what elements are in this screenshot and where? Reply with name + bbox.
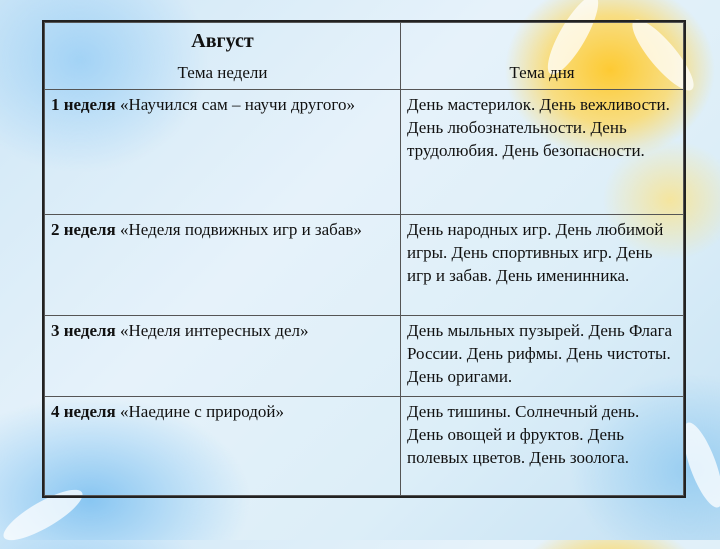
header-cell-week-theme bbox=[45, 23, 401, 90]
schedule-table bbox=[44, 22, 684, 496]
column-header-day-theme: Тема дня bbox=[509, 63, 575, 82]
week-number: 3 неделя bbox=[51, 321, 116, 340]
table-row bbox=[45, 397, 684, 496]
header-cell-day-theme bbox=[401, 23, 684, 90]
table-header-row bbox=[45, 23, 684, 90]
day-themes-cell: День тишины. Солнечный день. День овощей и фруктов. День полевых цветов. День зоолога. bbox=[401, 397, 684, 496]
day-themes-cell: День мыльных пузырей. День Флага России. День рифмы. День чистоты. День оригами. bbox=[401, 316, 684, 397]
week-number: 4 неделя bbox=[51, 402, 116, 421]
table-row bbox=[45, 316, 684, 397]
schedule-table-container bbox=[42, 20, 686, 498]
table-row bbox=[45, 90, 684, 215]
week-theme: «Научился сам – научи другого» bbox=[120, 95, 355, 114]
week-theme-cell bbox=[45, 90, 401, 215]
week-theme-cell bbox=[45, 397, 401, 496]
week-theme: «Неделя подвижных игр и забав» bbox=[120, 220, 362, 239]
day-themes-cell: День народных игр. День любимой игры. День спортивных игр. День игр и забав. День именинника. bbox=[401, 215, 684, 316]
week-theme: «Неделя интересных дел» bbox=[120, 321, 309, 340]
week-theme: «Наедине с природой» bbox=[120, 402, 285, 421]
month-title: Август bbox=[191, 30, 254, 52]
day-themes-cell: День мастерилок. День вежливости. День любознательности. День трудолюбия. День безопасности. bbox=[401, 90, 684, 215]
week-number: 1 неделя bbox=[51, 95, 116, 114]
week-number: 2 неделя bbox=[51, 220, 116, 239]
column-header-week-theme: Тема недели bbox=[177, 63, 268, 82]
week-theme-cell bbox=[45, 215, 401, 316]
table-row bbox=[45, 215, 684, 316]
week-theme-cell bbox=[45, 316, 401, 397]
